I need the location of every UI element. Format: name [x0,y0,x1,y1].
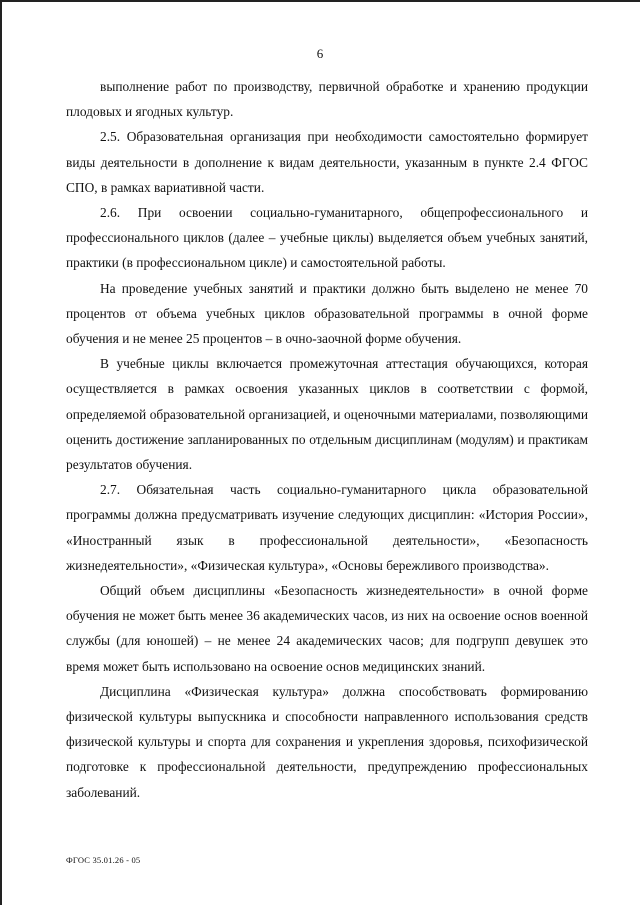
paragraph-life-safety: Общий объем дисциплины «Безопасность жизнедеятельности» в очной форме обучения не может быть менее 36 академических часов, из них на освоение основ военной службы (для юношей) – не менее 24 академических часов; для подгрупп девушек это время может быть использовано на освоение основ медицинских знаний. [66,583,588,674]
document-body [66,74,588,805]
paragraph-practice-volume: На проведение учебных занятий и практики должно быть выделено не менее 70 процентов от объема учебных циклов образовательной программы в очной форме обучения и не менее 25 процентов – в очно-заочной форме обучения. [66,280,588,347]
paragraph-physical-culture: Дисциплина «Физическая культура» должна способствовать формированию физической культуры выпускника и способности направленного использования средств физической культуры и спорта для сохранения и укрепления здоровья, психофизической подготовке к профессиональной деятельности, предупреждению профессиональных заболеваний. [66,683,588,800]
paragraph-attestation: В учебные циклы включается промежуточная аттестация обучающихся, которая осуществляется в рамках освоения указанных циклов в соответствии с формой, определяемой образовательной организацией, и оценочными материалами, позволяющими оценить достижение запланированных по отдельным дисциплинам (модулям) и практикам результатов обучения. [66,356,588,473]
scan-edge-top [0,0,640,2]
document-code: ФГОС 35.01.26 - 05 [66,855,141,865]
page-number: 6 [316,46,324,61]
paragraph-2-6: 2.6. При освоении социально-гуманитарного, общепрофессионального и профессионального циклов (далее – учебные циклы) выделяется объем учебных занятий, практики (в профессиональном цикле) и самостоятельной работы. [66,205,588,271]
paragraph-continuation: выполнение работ по производству, первичной обработке и хранению продукции плодовых и ягодных культур. [66,79,588,120]
paragraph-2-7: 2.7. Обязательная часть социально-гуманитарного цикла образовательной программы должна предусматривать изучение следующих дисциплин: «История России», «Иностранный язык в профессиональной деятельности», «Безопасность жизнедеятельности», «Физическая культура», «Основы бережливого производства». [66,482,588,573]
scan-edge-left [0,0,2,905]
paragraph-2-5: 2.5. Образовательная организация при необходимости самостоятельно формирует виды деятельности в дополнение к видам деятельности, указанным в пункте 2.4 ФГОС СПО, в рамках вариативной части. [66,129,588,195]
